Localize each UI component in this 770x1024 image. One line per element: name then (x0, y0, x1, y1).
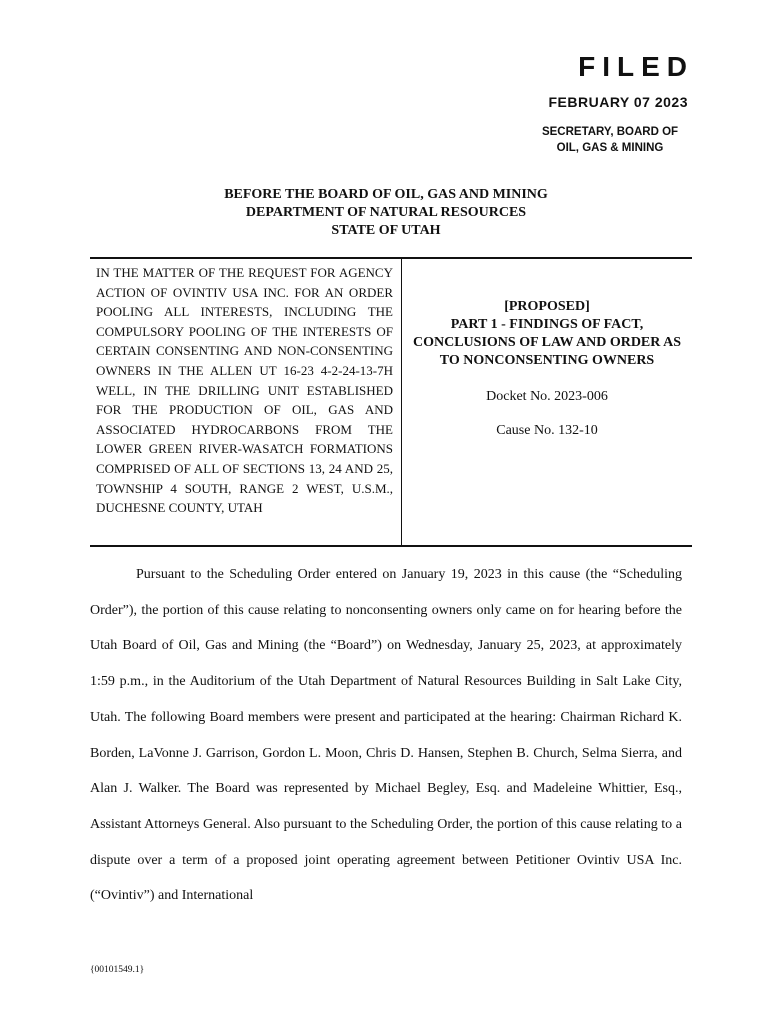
heading-state: STATE OF UTAH (331, 223, 441, 238)
document-heading (90, 186, 682, 240)
heading-board: BEFORE THE BOARD OF OIL, GAS AND MINING (224, 187, 548, 202)
caption-matter: IN THE MATTER OF THE REQUEST FOR AGENCY ACTION OF OVINTIV USA INC. FOR AN ORDER POOLING ALL INTERESTS, INCLUDING THE COMPULSORY POOLING OF THE INTERESTS OF CERTAIN CONSENTING AND NON-CONSENTING OWNERS IN THE ALLEN UT 16-23 4-2-24-13-7H WELL, IN THE DRILLING UNIT ESTABLISHED FOR THE PRODUCTION OF OIL, GAS AND ASSOCIATED HYDROCARBONS FROM THE LOWER GREEN RIVER-WASATCH FORMATIONS COMPRISED OF ALL OF SECTIONS 13, 24 AND 25, TOWNSHIP 4 SOUTH, RANGE 2 WEST, U.S.M., DUCHESNE COUNTY, UTAH (90, 259, 402, 545)
stamp-office-line1: SECRETARY, BOARD OF (541, 126, 679, 138)
body-paragraph: Pursuant to the Scheduling Order entered on January 19, 2023 in this cause (the “Scheduling Order”), the portion of this cause relating to nonconsenting owners only came on for hearing before the Utah Board of Oil, Gas and Mining (the “Board”) on Wednesday, January 25, 2023, at approximately 1:59 p.m., in the Auditorium of the Utah Department of Natural Resources Building in Salt Lake City, Utah. The following Board members were present and participated at the hearing: Chairman Richard K. Borden, LaVonne J. Garrison, Gordon L. Moon, Chris D. Hansen, Stephen B. Church, Selma Sierra, and Alan J. Walker. The Board was represented by Michael Begley, Esq. and Madeleine Whittier, Esq., Assistant Attorneys General. Also pursuant to the Scheduling Order, the portion of this cause relating to a dispute over a term of a proposed joint operating agreement between Petitioner Ovintiv USA Inc. (“Ovintiv”) and International (90, 567, 682, 904)
caption-title-block (402, 259, 692, 545)
stamp-office-line2: OIL, GAS & MINING (556, 142, 664, 154)
stamp-date: FEBRUARY 07 2023 (548, 94, 688, 110)
order-title: PART 1 - FINDINGS OF FACT, CONCLUSIONS OF LAW AND ORDER AS TO NONCONSENTING OWNERS (413, 317, 681, 368)
docket-number: Docket No. 2023-006 (486, 389, 608, 404)
cause-number: Cause No. 132-10 (496, 423, 598, 438)
stamp-office (530, 124, 690, 156)
filed-stamp (448, 50, 694, 156)
stamp-filed-label: FILED (578, 51, 694, 82)
footer-document-id: {00101549.1} (90, 965, 145, 975)
case-caption (90, 257, 692, 547)
proposed-label: [PROPOSED] (504, 299, 590, 314)
heading-department: DEPARTMENT OF NATURAL RESOURCES (245, 205, 527, 220)
